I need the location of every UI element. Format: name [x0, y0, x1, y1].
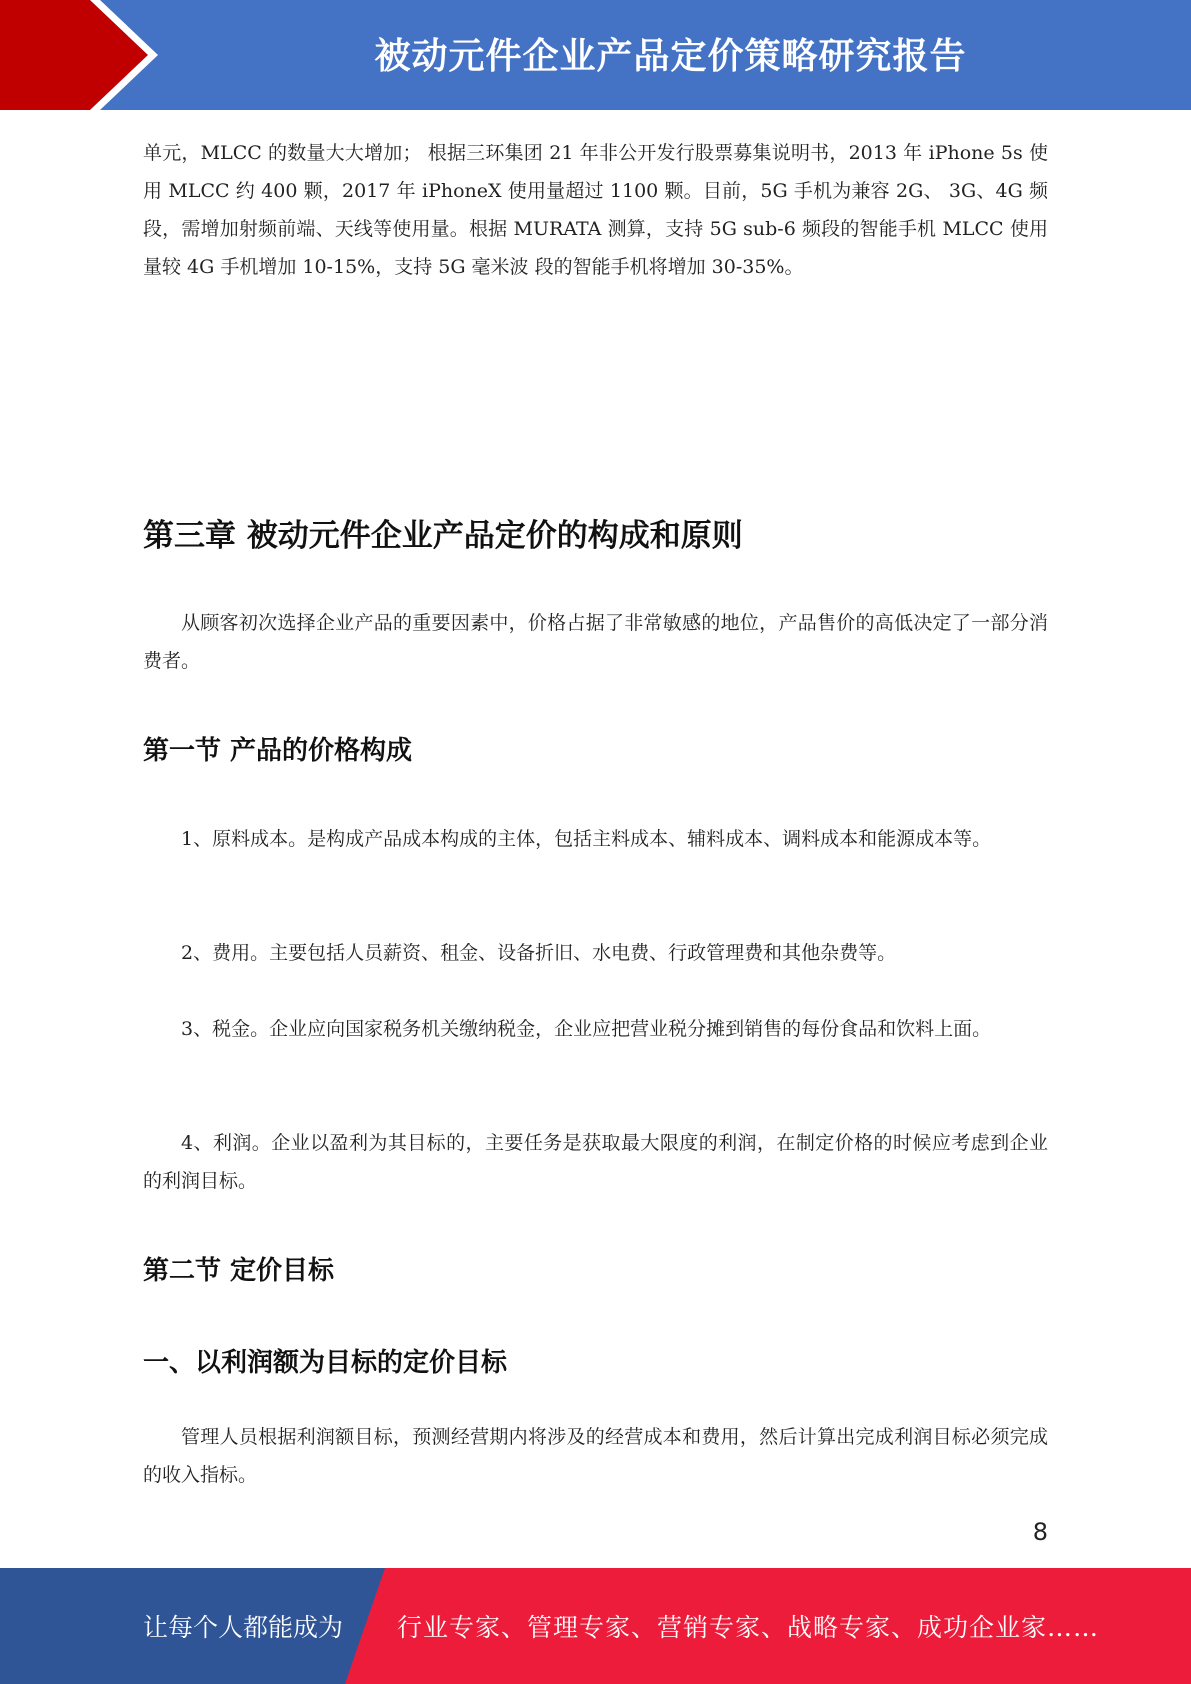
list-item: 2、费用。主要包括人员薪资、租金、设备折旧、水电费、行政管理费和其他杂费等。 [181, 942, 897, 964]
chapter-title: 第三章 被动元件企业产品定价的构成和原则 [143, 518, 743, 554]
subsection-title: 一、以利润额为目标的定价目标 [143, 1348, 508, 1378]
chapter-intro-block [143, 604, 1048, 680]
section1-heading-block [143, 730, 1048, 767]
footer-slogan-right: 行业专家、管理专家、营销专家、战略专家、成功企业家…… [397, 1613, 1100, 1642]
chapter-intro-paragraph: 从顾客初次选择企业产品的重要因素中，价格占据了非常敏感的地位，产品售价的高低决定了一部分消费者。 [143, 612, 1048, 672]
list-item: 4、利润。企业以盈利为其目标的，主要任务是获取最大限度的利润，在制定价格的时候应考虑到企业的利润目标。 [143, 1132, 1048, 1192]
section1-item-3 [143, 1010, 1048, 1048]
subsection-heading-block [143, 1342, 1048, 1379]
list-item: 3、税金。企业应向国家税务机关缴纳税金，企业应把营业税分摊到销售的每份食品和饮料上面。 [181, 1018, 992, 1040]
section2-heading-block [143, 1250, 1048, 1287]
subsection-text-block [143, 1418, 1048, 1494]
page-header [0, 0, 1191, 110]
section2-title: 第二节 定价目标 [143, 1256, 335, 1286]
intro-paragraph: 单元，MLCC 的数量大大增加； 根据三环集团 21 年非公开发行股票募集说明书，2013 年 iPhone 5s 使用 MLCC 约 400 颗，2017 年 iPhoneX 使用量超过 1100 颗。目前，5G 手机为兼容 2G、 3G、4G 频段，需增加射频前端、天线等使用量。根据 MURATA 测算，支持 5G sub-6 频段的智能手机 MLCC 使用量较 4G 手机增加 10-15%，支持 5G 毫米波 段的智能手机将增加 30-35%。 [143, 142, 1048, 278]
section1-item-1 [143, 820, 1048, 858]
intro-block [143, 134, 1048, 286]
section1-item-4 [143, 1124, 1048, 1200]
page-footer [0, 1568, 1191, 1684]
page-number: 8 [1032, 1518, 1048, 1546]
subsection-paragraph: 管理人员根据利润额目标，预测经营期内将涉及的经营成本和费用，然后计算出完成利润目标必须完成的收入指标。 [143, 1426, 1048, 1486]
section1-item-2 [143, 934, 1048, 972]
section1-title: 第一节 产品的价格构成 [143, 736, 413, 766]
list-item: 1、原料成本。是构成产品成本构成的主体，包括主料成本、辅料成本、调料成本和能源成本等。 [181, 828, 992, 850]
report-title: 被动元件企业产品定价策略研究报告 [374, 35, 967, 77]
chapter-block [143, 510, 1048, 555]
footer-slogan-left: 让每个人都能成为 [143, 1613, 344, 1642]
